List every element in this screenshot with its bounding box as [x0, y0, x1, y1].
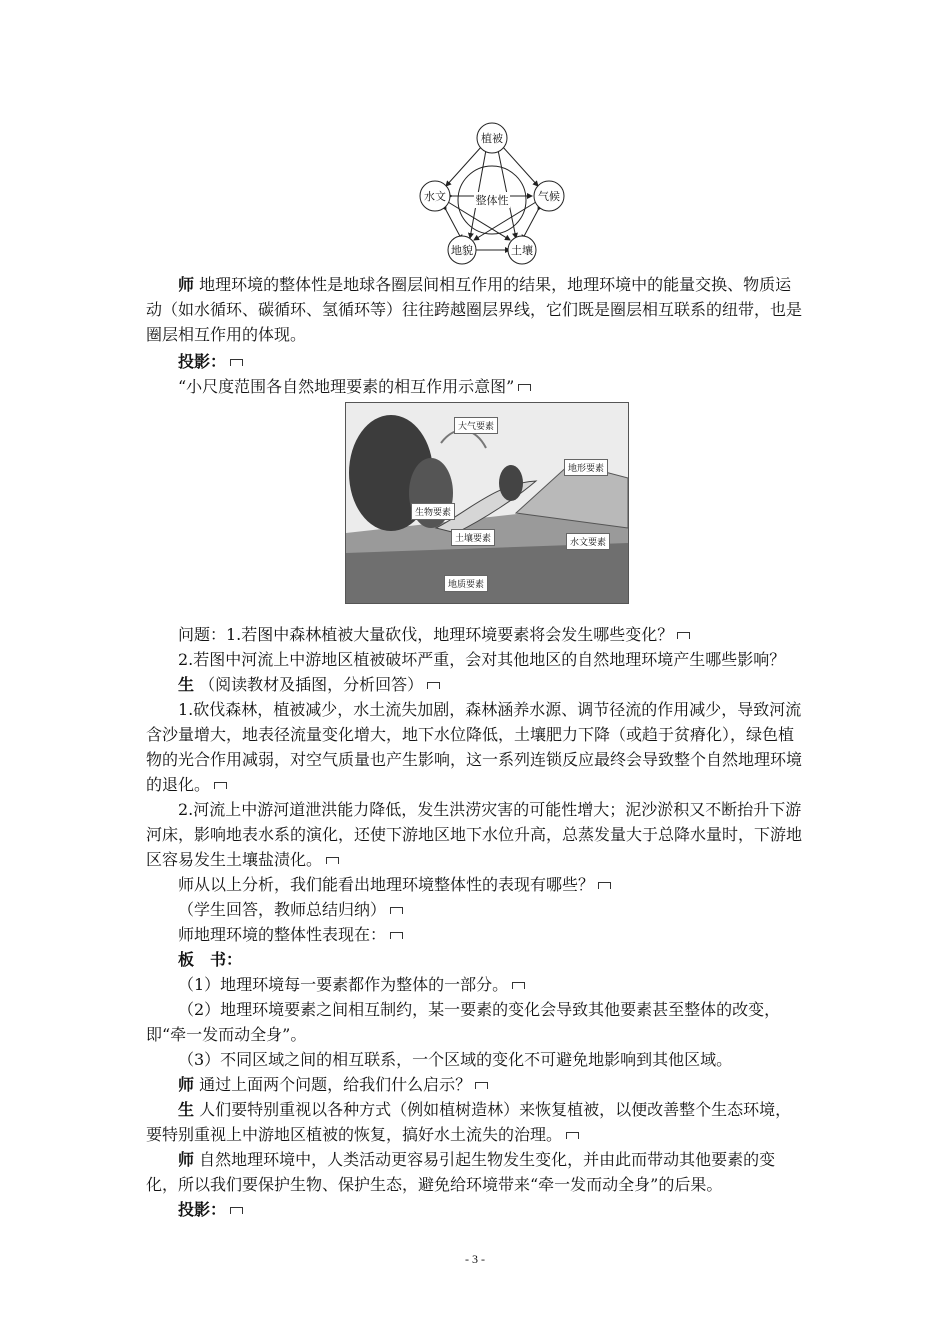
landscape-figure	[345, 402, 629, 604]
label-biology: 生物要素	[411, 503, 455, 520]
teacher-conclusion: 师 自然地理环境中，人类活动更容易引起生物发生变化，并由此而带动其他要素的变化，所以我们要保护生物、保护生态，避免给环境带来“牵一发而动全身”的后果。	[146, 1150, 776, 1194]
label-atmosphere: 大气要素	[454, 417, 498, 434]
teacher-prompt: 师 通过上面两个问题，给我们什么启示？	[146, 1072, 806, 1097]
teacher-question: 师从以上分析，我们能看出地理环境整体性的表现有哪些？	[146, 872, 806, 897]
teacher-note: （学生回答，教师总结归纳）	[146, 897, 806, 922]
page-number: - 3 -	[465, 1252, 485, 1266]
node-hydrology: 水文	[424, 190, 446, 203]
node-integrity: 整体性	[475, 194, 509, 207]
node-vegetation: 植被	[481, 132, 503, 145]
answer-2: 2.河流上中游河道泄洪能力降低，发生洪涝灾害的可能性增大；泥沙淤积又不断抬升下游河床，影响地表水系的演化，还使下游地区地下水位升高，总蒸发量大于总降水量时，下游地区容易发生土壤盐渍化。	[146, 800, 803, 869]
figure-caption: “小尺度范围各自然地理要素的相互作用示意图”	[146, 374, 806, 399]
label-terrain: 地形要素	[564, 459, 608, 476]
label-hydrology: 水文要素	[566, 533, 610, 550]
paragraph-teacher-1: 师 地理环境的整体性是地球各圈层间相互作用的结果，地理环境中的能量交换、物质运动（如水循环、碳循环、氢循环等）往往跨越圈层界线，它们既是圈层相互联系的纽带，也是圈层相互作用的体现。	[146, 275, 803, 344]
teacher-statement: 师地理环境的整体性表现在：	[146, 922, 806, 947]
projection-label-1: 投影：	[146, 349, 806, 374]
label-soil: 土壤要素	[451, 529, 495, 546]
board-label: 板 书：	[178, 950, 243, 969]
board-point-2: （2）地理环境要素之间相互制约，某一要素的变化会导致其他要素甚至整体的改变，即“牵一发而动全身”。	[146, 1000, 781, 1044]
student-response-2: 生 人们要特别重视以各种方式（例如植树造林）来恢复植被，以便改善整个生态环境，要特别重视上中游地区植被的恢复，搞好水土流失的治理。	[146, 1100, 792, 1144]
projection-label-2: 投影：	[146, 1197, 806, 1222]
board-point-3: （3）不同区域之间的相互联系，一个区域的变化不可避免地影响到其他区域。	[178, 1050, 733, 1069]
integrity-diagram	[418, 122, 566, 266]
board-point-1: （1）地理环境每一要素都作为整体的一部分。	[146, 972, 806, 997]
node-soil: 土壤	[511, 244, 533, 257]
student-response-1: 生 （阅读教材及插图，分析回答）	[146, 672, 806, 697]
question-1: 问题：1.若图中森林植被大量砍伐，地理环境要素将会发生哪些变化？	[146, 622, 806, 647]
label-geology: 地质要素	[444, 575, 488, 592]
node-landform: 地貌	[451, 244, 473, 257]
node-climate: 气候	[538, 190, 560, 203]
answer-1: 1.砍伐森林，植被减少，水土流失加剧，森林涵养水源、调节径流的作用减少，导致河流含沙量增大，地表径流量变化增大，地下水位降低，土壤肥力下降（或趋于贫瘠化），绿色植物的光合作用减弱，对空气质量也产生影响，这一系列连锁反应最终会导致整个自然地理环境的退化。	[146, 700, 803, 794]
question-2: 2.若图中河流上中游地区植被破坏严重，会对其他地区的自然地理环境产生哪些影响？	[178, 650, 786, 669]
